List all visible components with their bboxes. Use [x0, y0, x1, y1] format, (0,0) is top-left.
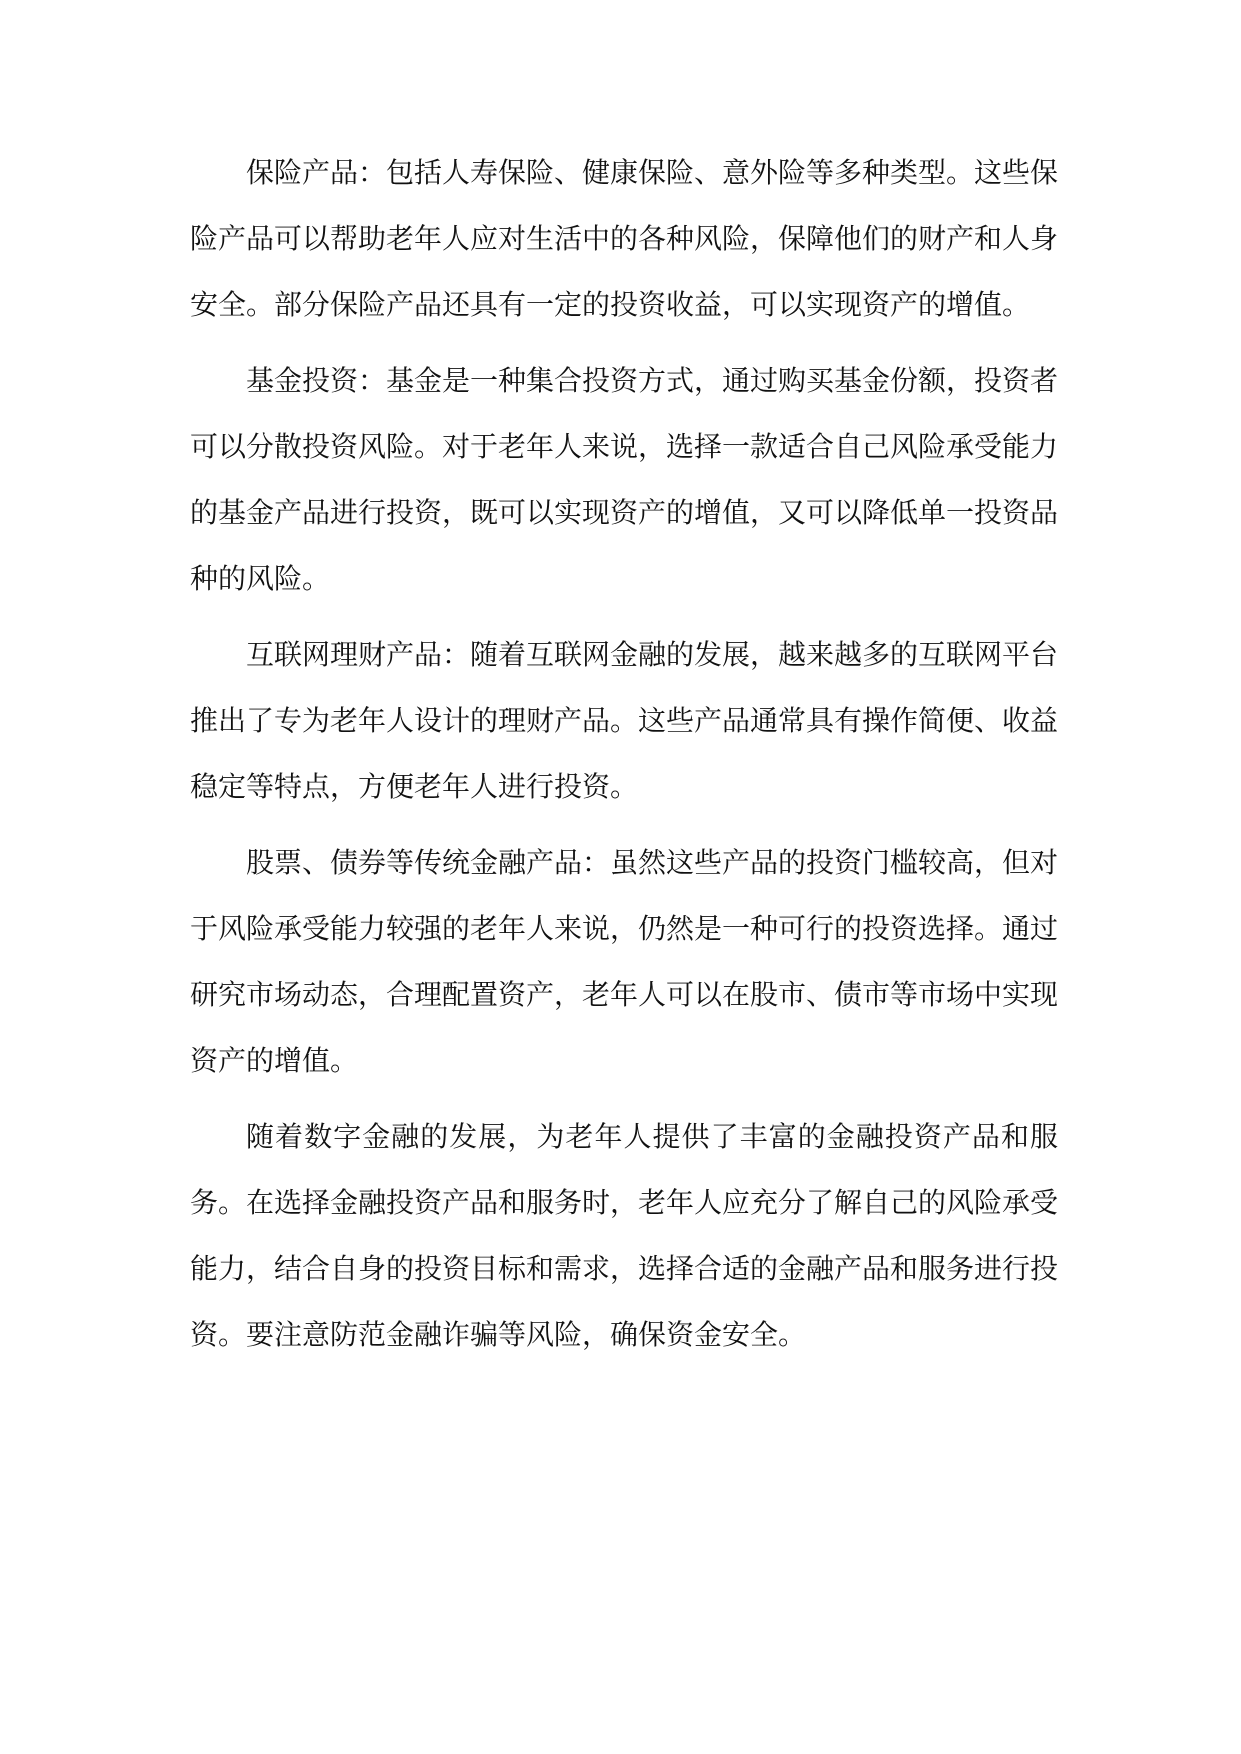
paragraph-digital-finance-summary: 随着数字金融的发展，为老年人提供了丰富的金融投资产品和服务。在选择金融投资产品和服务时，老年人应充分了解自己的风险承受能力，结合自身的投资目标和需求，选择合适的金融产品和服务进行投资。要注意防范金融诈骗等风险，确保资金安全。 — [190, 1120, 1059, 1351]
paragraph-stocks-bonds: 股票、债券等传统金融产品：虽然这些产品的投资门槛较高，但对于风险承受能力较强的老年人来说，仍然是一种可行的投资选择。通过研究市场动态，合理配置资产，老年人可以在股市、债市等市场中实现资产的增值。 — [190, 846, 1059, 1077]
document-body — [190, 140, 1058, 1378]
paragraph-internet-wealth-products: 互联网理财产品：随着互联网金融的发展，越来越多的互联网平台推出了专为老年人设计的理财产品。这些产品通常具有操作简便、收益稳定等特点，方便老年人进行投资。 — [190, 638, 1059, 803]
paragraph-insurance-products: 保险产品：包括人寿保险、健康保险、意外险等多种类型。这些保险产品可以帮助老年人应对生活中的各种风险，保障他们的财产和人身安全。部分保险产品还具有一定的投资收益，可以实现资产的增值。 — [190, 156, 1059, 321]
paragraph-fund-investment: 基金投资：基金是一种集合投资方式，通过购买基金份额，投资者可以分散投资风险。对于老年人来说，选择一款适合自己风险承受能力的基金产品进行投资，既可以实现资产的增值，又可以降低单一投资品种的风险。 — [190, 364, 1059, 595]
